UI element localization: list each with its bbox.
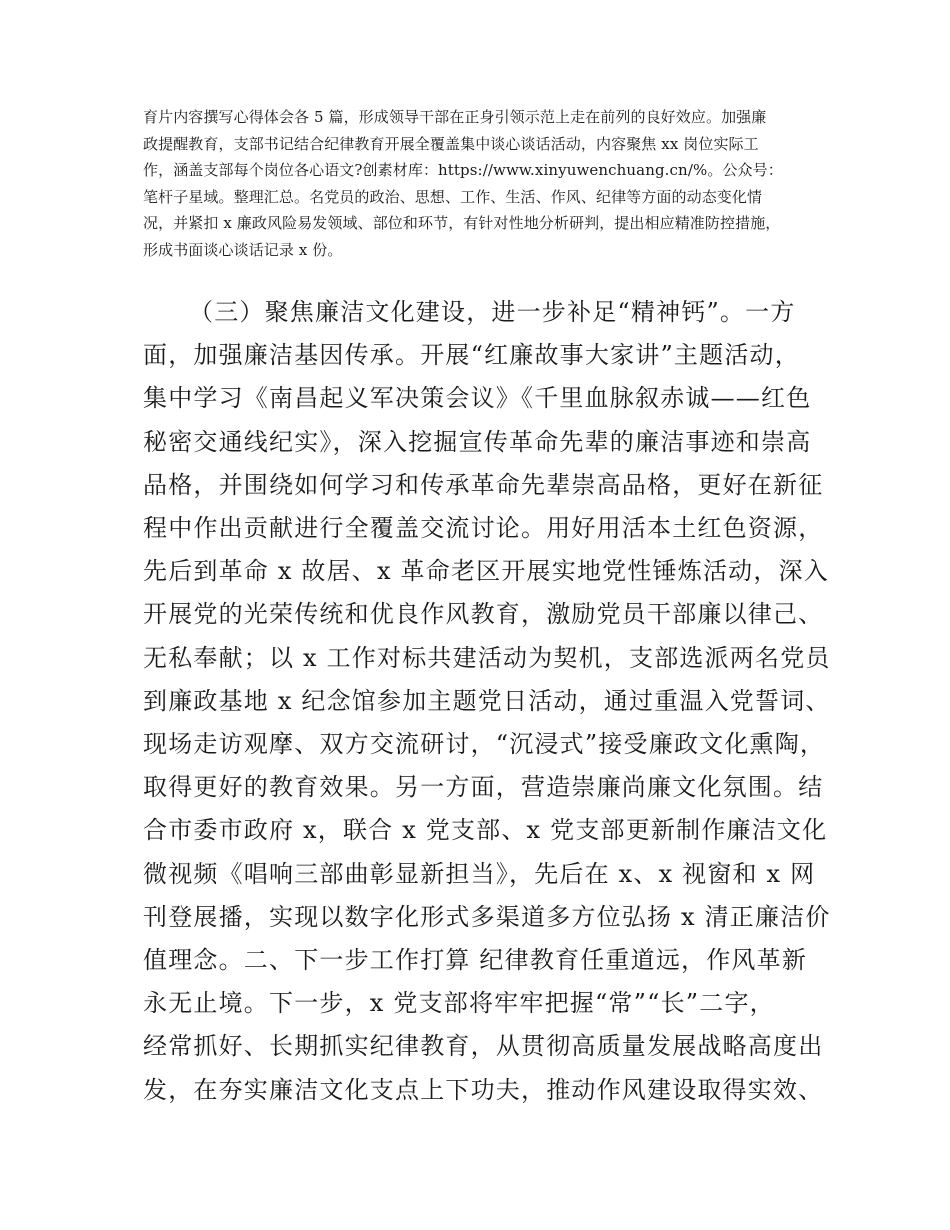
text-line: 合市委市政府 x，联合 x 党支部、x 党支部更新制作廉洁文化 bbox=[143, 816, 828, 845]
text-line: 作，涵盖支部每个岗位各心语文?创素材库：https://www.xinyuwenchuang.cn/%。公众号： bbox=[143, 161, 783, 180]
text-line: 发，在夯实廉洁文化支点上下功夫，推动作风建设取得实效、 bbox=[143, 1075, 824, 1104]
text-line: 取得更好的教育效果。另一方面，营造崇廉尚廉文化氛围。结 bbox=[143, 773, 824, 802]
text-line: 面，加强廉洁基因传承。开展“红廉故事大家讲”主题活动， bbox=[143, 341, 800, 370]
text-line: 笔杆子星域。整理汇总。名党员的政治、思想、工作、生活、作风、纪律等方面的动态变化情 bbox=[143, 187, 763, 206]
text-line: 现场走访观摩、双方交流研讨，“沉浸式”接受廉政文化熏陶， bbox=[143, 730, 826, 759]
text-line: 微视频《唱响三部曲彰显新担当》，先后在 x、x 视窗和 x 网 bbox=[143, 859, 816, 888]
text-line: 况，并紧扣 x 廉政风险易发领域、部位和环节，有针对性地分析研判，提出相应精准防控措施， bbox=[143, 214, 781, 233]
paragraph-small-text bbox=[143, 104, 823, 264]
text-line: 开展党的光荣传统和优良作风教育，激励党员干部廉以律己、 bbox=[143, 600, 824, 629]
text-line: 无私奉献；以 x 工作对标共建活动为契机，支部选派两名党员 bbox=[143, 643, 831, 672]
text-line: 育片内容撰写心得体会各 5 篇，形成领导干部在正身引领示范上走在前列的良好效应。加强廉 bbox=[143, 108, 767, 126]
text-line: （三）聚焦廉洁文化建设，进一步补足“精神钙”。一方 bbox=[189, 298, 796, 326]
text-line: 集中学习《南昌起义军决策会议》《千里血脉叙赤诚——红色 bbox=[143, 384, 812, 413]
paragraph-main-text bbox=[143, 291, 843, 1112]
text-line: 秘密交通线纪实》，深入挖掘宣传革命先辈的廉洁事迹和崇高 bbox=[143, 427, 812, 456]
text-line: 永无止境。下一步，x 党支部将牢牢把握“常”“长”二字， bbox=[143, 989, 775, 1018]
text-line: 刊登展播，实现以数字化形式多渠道多方位弘扬 x 清正廉洁价 bbox=[143, 902, 831, 931]
text-line: 政提醒教育，支部书记结合纪律教育开展全覆盖集中谈心谈话活动，内容聚焦 xx 岗位实际工 bbox=[143, 134, 759, 153]
text-line: 程中作出贡献进行全覆盖交流讨论。用好用活本土红色资源， bbox=[143, 514, 824, 543]
text-line: 形成书面谈心谈话记录 x 份。 bbox=[143, 240, 343, 259]
text-line: 值理念。二、下一步工作打算 纪律教育任重道远，作风革新 bbox=[143, 946, 808, 975]
text-line: 到廉政基地 x 纪念馆参加主题党日活动，通过重温入党誓词、 bbox=[143, 686, 831, 715]
text-line: 品格，并围绕如何学习和传承革命先辈崇高品格，更好在新征 bbox=[143, 470, 824, 499]
text-line: 经常抓好、长期抓实纪律教育，从贯彻高质量发展战略高度出 bbox=[143, 1032, 824, 1061]
text-line: 先后到革命 x 故居、x 革命老区开展实地党性锤炼活动，深入 bbox=[143, 557, 829, 586]
